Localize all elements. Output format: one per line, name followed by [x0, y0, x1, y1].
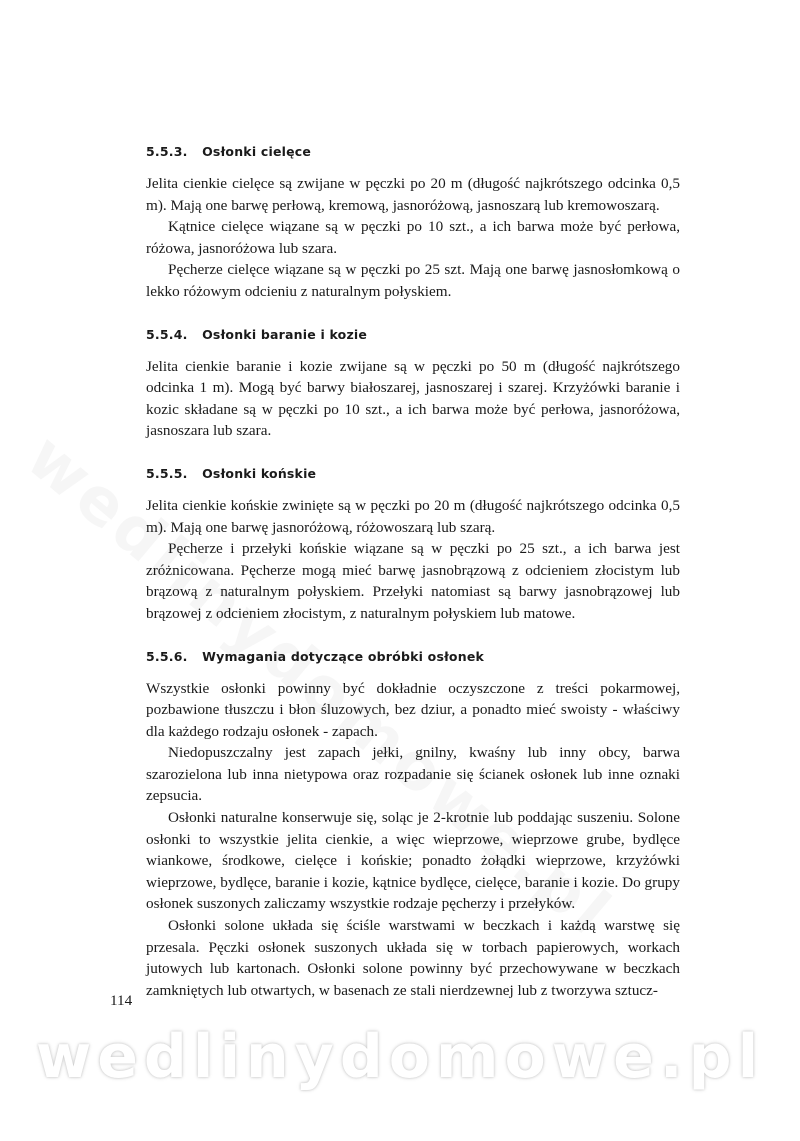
section-number: 5.5.6. — [146, 648, 188, 664]
paragraph: Wszystkie osłonki powinny być dokładnie oczyszczone z treści pokarmowej, pozbawione tłuszczu i błon śluzowych, bez dziur, a ponadto mieć swoisty - właściwy dla każdego rodzaju osłonek - zapach. — [146, 679, 680, 740]
section-title: Wymagania dotyczące obróbki osłonek — [202, 648, 485, 664]
section-number: 5.5.4. — [146, 326, 188, 342]
paragraph: Osłonki naturalne konserwuje się, soląc je 2-krotnie lub poddając suszeniu. Solone osłonki to wszystkie jelita cienkie, a więc wieprzowe, wieprzowe grube, bydlęce wiankowe, środkowe, cielęce i końskie; ponadto żołądki wieprzowe, krzyżówki wieprzowe, bydlęce, baranie i kozie, kątnice bydlęce, cielęce, baranie i kozie. Do grupy osłonek suszonych zaliczamy wszystkie rodzaje pęcherzy i przełyków. — [146, 809, 680, 913]
section-heading — [146, 649, 680, 664]
section-5-5-6 — [146, 649, 680, 1002]
paragraph: Osłonki solone układa się ściśle warstwami w beczkach i każdą warstwę się przesala. Pęczki osłonek suszonych układa się w torbach papierowych, workach jutowych lub kartonach. Osłonki solone powinny być przechowywane w beczkach zamkniętych lub otwartych, w basenach ze stali nierdzewnej lub z tworzywa sztucz- — [146, 917, 680, 999]
section-heading — [146, 144, 680, 159]
section-5-5-5 — [146, 466, 680, 625]
section-5-5-3 — [146, 144, 680, 303]
section-heading — [146, 466, 680, 481]
paragraph: Jelita cienkie końskie zwinięte są w pęczki po 20 m (długość najkrótszego odcinka 0,5 m). Mają one barwę jasnoróżową, różowoszarą lub szarą. — [146, 496, 680, 536]
section-title: Osłonki cielęce — [202, 144, 312, 159]
paragraph: Kątnice cielęce wiązane są w pęczki po 10 szt., a ich barwa może być perłowa, różowa, jasnoróżowa lub szara. — [146, 218, 680, 257]
paragraph: Pęcherze cielęce wiązane są w pęczki po 25 szt. Mają one barwę jasnosłomkową o lekko różowym odcieniu z naturalnym połyskiem. — [146, 261, 680, 300]
section-5-5-4 — [146, 327, 680, 442]
section-number: 5.5.5. — [146, 465, 188, 481]
section-title: Osłonki końskie — [202, 465, 317, 481]
page-number: 114 — [110, 992, 133, 1009]
paragraph: Niedopuszczalny jest zapach jełki, gnilny, kwaśny lub inny obcy, barwa szarozielona lub inna nietypowa oraz rozpadanie się ścianek osłonek lub inne oznaki zepsucia. — [146, 744, 680, 805]
paragraph: Jelita cienkie baranie i kozie zwijane są w pęczki po 50 m (długość najkrótszego odcinka 1 m). Mogą być barwy białoszarej, jasnoszarej i szarej. Krzyżówki baranie i kozic składane są w pęczki po 10 szt., a ich barwa może być perłowa, jasnoróżowa, jasnoszara lub szara. — [146, 357, 680, 440]
bottom-watermark: wedlinydomowe.pl — [35, 1022, 765, 1092]
paragraph: Pęcherze i przełyki końskie wiązane są w pęczki po 25 szt., a ich barwa jest zróżnicowana. Pęcherze mogą mieć barwę jasnobrązową z odcieniem złocistym lub brązową z naturalnym połyskiem. Przełyki natomiast są barwy jasnobrązowej lub brązowej z odcieniem złocistym, z naturalnym połyskiem lub matowe. — [146, 540, 680, 622]
paragraph: Jelita cienkie cielęce są zwijane w pęczki po 20 m (długość najkrótszego odcinka 0,5 m). Mają one barwę perłową, kremową, jasnoróżową, jasnoszarą lub kremowoszarą. — [146, 175, 680, 214]
section-number: 5.5.3. — [146, 144, 188, 159]
section-heading — [146, 327, 680, 342]
page-content — [146, 144, 680, 1025]
section-title: Osłonki baranie i kozie — [202, 326, 368, 342]
